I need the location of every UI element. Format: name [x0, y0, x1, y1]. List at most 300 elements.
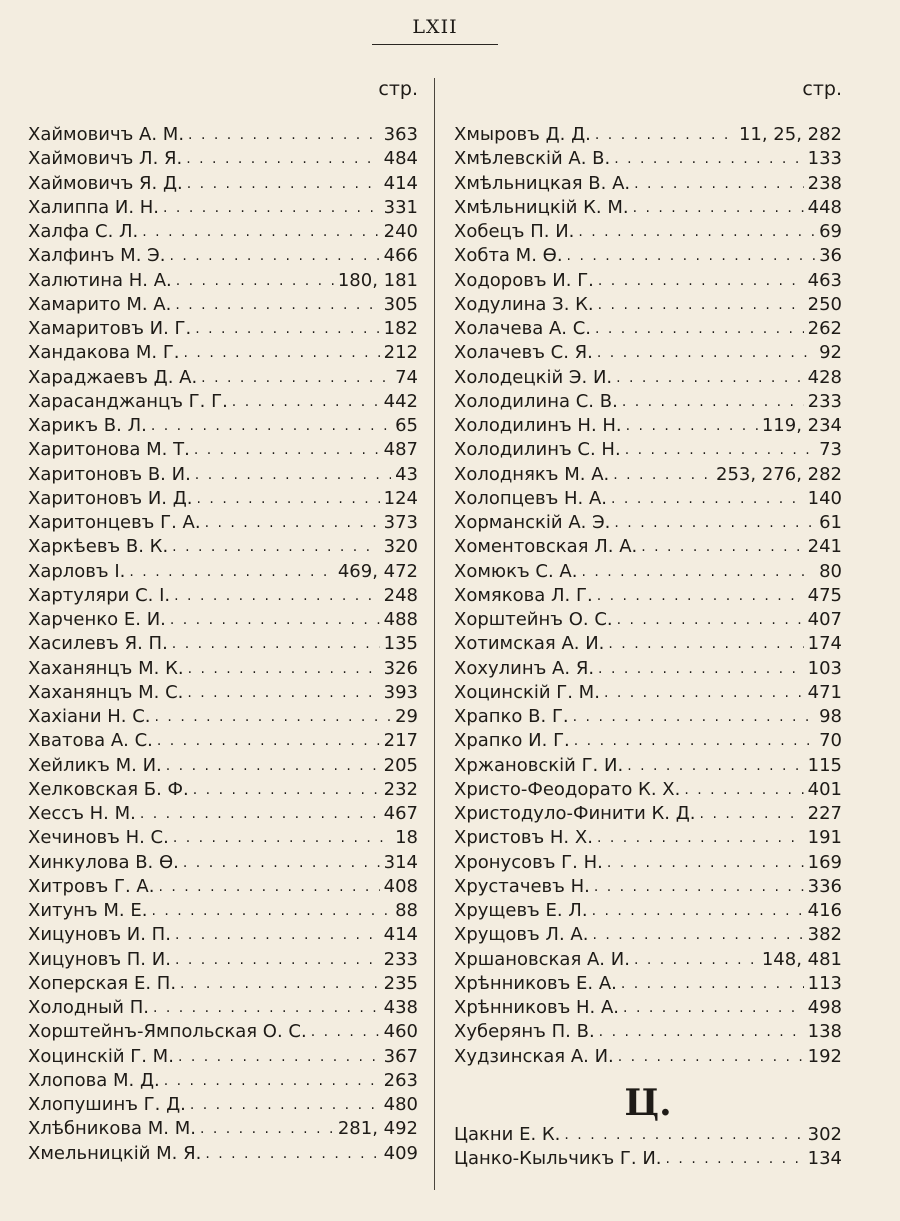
index-entry [28, 414, 418, 438]
entry-name: Хршановская А. И. [454, 948, 630, 970]
leader-dots [622, 390, 804, 414]
index-entry [28, 608, 418, 632]
entry-name: Харитонцевъ Г. А. [28, 512, 201, 533]
entry-name: Халфинъ М. Э. [28, 245, 166, 267]
leader-dots [616, 366, 804, 390]
leader-dots [573, 705, 815, 729]
entry-pages: 69 [819, 221, 842, 242]
entry-name: Харикъ В. Л. [28, 415, 147, 436]
entry-name: Халиппа И. Н. [28, 196, 160, 218]
leader-dots [174, 584, 379, 608]
index-entry [28, 754, 418, 778]
entry-pages: 487 [383, 439, 418, 461]
entry-name: Хаханянцъ М. К. [28, 657, 184, 679]
column-divider [434, 78, 435, 1190]
entry-pages: 73 [819, 439, 842, 461]
leader-dots [172, 632, 380, 656]
index-entry [454, 778, 842, 802]
entry-pages: 498 [807, 997, 842, 1018]
leader-dots [158, 875, 379, 899]
entry-pages: 480 [383, 1094, 418, 1115]
leader-dots [626, 414, 758, 438]
index-entry [454, 851, 842, 875]
entry-name: Хмыровъ Д. Д. [454, 124, 591, 145]
entry-pages: 61 [819, 512, 842, 533]
entry-pages: 363 [383, 124, 418, 145]
leader-dots [564, 1123, 803, 1147]
entry-name: Хмѣльницкая В. А. [454, 172, 631, 194]
entry-name: Холачевъ С. Я. [454, 342, 593, 364]
leader-dots [614, 511, 815, 535]
index-entry [454, 1045, 842, 1069]
index-entry [28, 1142, 418, 1166]
index-entry [28, 584, 418, 608]
leader-dots [594, 875, 804, 899]
entry-name: Харасанджанцъ Г. Г. [28, 390, 228, 412]
entry-name: Холопцевъ Н. А. [454, 487, 608, 509]
leader-dots [140, 802, 380, 826]
entry-pages: 134 [807, 1148, 842, 1170]
leader-dots [175, 923, 380, 947]
leader-dots [578, 220, 815, 244]
entry-pages: 113 [807, 972, 842, 994]
index-entry [28, 366, 418, 390]
entry-name: Хаймовичъ Л. Я. [28, 148, 183, 170]
leader-dots [567, 244, 816, 268]
leader-dots [176, 269, 334, 293]
entry-pages: 205 [383, 754, 418, 776]
entry-name: Хитунъ М. Е. [28, 900, 148, 921]
leader-dots [183, 851, 380, 875]
entry-pages: 119, 234 [761, 415, 842, 436]
index-entry [28, 172, 418, 196]
entry-pages: 240 [383, 221, 418, 242]
entry-name: Хечиновъ Н. С. [28, 827, 169, 849]
index-entry [454, 608, 842, 632]
index-entry [454, 147, 842, 171]
index-entry [28, 1069, 418, 1093]
entry-pages: 248 [383, 584, 418, 606]
entry-pages: 212 [383, 342, 418, 364]
entry-name: Ходулина З. К. [454, 293, 594, 315]
entry-pages: 448 [807, 196, 842, 218]
entry-name: Хицуновъ П. И. [28, 948, 171, 970]
index-entry [28, 948, 418, 972]
entry-pages: 326 [383, 657, 418, 679]
index-entry [28, 244, 418, 268]
entry-name: Холодилина С. В. [454, 390, 618, 412]
leader-dots [633, 196, 804, 220]
entry-pages: 65 [395, 415, 418, 436]
leader-dots [153, 996, 380, 1020]
entry-pages: 414 [383, 924, 418, 946]
index-entry [28, 899, 418, 923]
entry-pages: 88 [395, 900, 418, 921]
entry-name: Харитоновъ В. И. [28, 463, 191, 485]
entry-name: Христодуло-Финити К. Д. [454, 803, 696, 824]
index-entry [454, 560, 842, 584]
index-entry [28, 851, 418, 875]
leader-dots [197, 487, 380, 511]
entry-name: Харитоновъ И. Д. [28, 487, 193, 509]
entry-pages: 70 [819, 730, 842, 752]
entry-name: Хобта М. Ѳ. [454, 245, 563, 267]
index-entry [454, 220, 842, 244]
index-entry [28, 438, 418, 462]
entry-name: Хоперская Е. П. [28, 972, 177, 994]
index-entry [454, 657, 842, 681]
leader-dots [597, 584, 804, 608]
leader-dots [599, 1020, 804, 1044]
entry-name: Хрущовъ Л. А. [454, 924, 589, 946]
index-entry [454, 269, 842, 293]
entry-pages: 232 [383, 778, 418, 800]
entry-name: Ходоровъ И. Г. [454, 269, 594, 291]
entry-name: Хронусовъ Г. Н. [454, 851, 603, 873]
leader-dots [581, 560, 815, 584]
entry-pages: 438 [383, 997, 418, 1018]
index-entry [28, 487, 418, 511]
entry-name: Хейликъ М. И. [28, 754, 162, 776]
entry-pages: 235 [383, 972, 418, 994]
entry-pages: 233 [383, 948, 418, 970]
entry-pages: 36 [819, 245, 842, 267]
entry-name: Холодилинъ Н. Н. [454, 415, 622, 436]
entry-name: Хаймовичъ Я. Д. [28, 172, 183, 194]
entry-name: Хохулинъ А. Я. [454, 657, 595, 679]
entry-name: Холачева А. С. [454, 318, 591, 339]
leader-dots [186, 147, 379, 171]
section-letter: Ц. [624, 1082, 672, 1124]
entry-pages: 263 [383, 1069, 418, 1091]
entry-pages: 382 [807, 924, 842, 946]
entry-name: Хараджаевъ Д. А. [28, 366, 198, 388]
entry-name: Хартуляри С. I. [28, 584, 171, 606]
entry-name: Халютина Н. А. [28, 269, 172, 291]
entry-pages: 238 [807, 172, 842, 194]
entry-name: Холоднякъ М. А. [454, 463, 610, 485]
index-entry [28, 511, 418, 535]
index-entry [28, 535, 418, 559]
entry-name: Хрѣнниковъ Н. А. [454, 997, 620, 1018]
index-entry [454, 317, 842, 341]
entry-name: Хорштейнъ-Ямпольская О. С. [28, 1021, 307, 1043]
entry-name: Цанко-Кыльчикъ Г. И. [454, 1148, 662, 1170]
leader-dots [617, 608, 804, 632]
entry-name: Харкѣевъ В. К. [28, 536, 169, 558]
entry-pages: 140 [807, 487, 842, 509]
entry-pages: 466 [383, 245, 418, 267]
index-entry [454, 463, 842, 487]
entry-name: Хмельницкій М. Я. [28, 1142, 202, 1164]
index-entry [28, 778, 418, 802]
index-entry [454, 826, 842, 850]
index-entry [28, 875, 418, 899]
entry-pages: 281, 492 [337, 1118, 418, 1140]
leader-dots [604, 681, 804, 705]
entry-pages: 43 [395, 463, 418, 485]
entry-name: Хорманскій А. Э. [454, 512, 611, 533]
entry-pages: 133 [807, 148, 842, 170]
entry-name: Хахіани Н. С. [28, 706, 151, 727]
index-entry [28, 123, 418, 147]
leader-dots [180, 972, 380, 996]
leader-dots [187, 172, 380, 196]
entry-pages: 331 [383, 196, 418, 218]
leader-dots [129, 560, 333, 584]
leader-dots [155, 705, 392, 729]
index-entry [454, 196, 842, 220]
leader-dots [195, 317, 379, 341]
entry-name: Харитонова М. Т. [28, 439, 190, 461]
index-entry [454, 754, 842, 778]
entry-name: Хоцинскій Г. М. [454, 681, 600, 703]
entry-name: Хлопова М. Д. [28, 1069, 160, 1091]
section-entries [454, 1123, 842, 1172]
leader-dots [190, 1093, 380, 1117]
leader-dots [598, 269, 804, 293]
index-entry [454, 681, 842, 705]
entry-name: Хмѣлевскій А. В. [454, 148, 611, 170]
leader-dots [170, 608, 380, 632]
leader-dots [142, 220, 379, 244]
entry-pages: 488 [383, 609, 418, 630]
entry-pages: 407 [807, 609, 842, 630]
leader-dots [684, 778, 803, 802]
entry-pages: 460 [383, 1021, 418, 1043]
entry-name: Хуберянъ П. В. [454, 1021, 595, 1043]
entry-name: Христо-Феодорато К. Х. [454, 778, 681, 800]
entry-name: Хоцинскій Г. М. [28, 1045, 174, 1067]
leader-dots [151, 414, 391, 438]
leader-dots [621, 972, 804, 996]
index-entry [454, 899, 842, 923]
index-entry [28, 705, 418, 729]
entry-name: Хамарито М. А. [28, 293, 172, 315]
entry-name: Халфа С. Л. [28, 221, 139, 242]
index-entry [454, 1147, 842, 1171]
index-entry [28, 729, 418, 753]
leader-dots [175, 293, 379, 317]
index-entry [454, 875, 842, 899]
entry-name: Хрущевъ Е. Л. [454, 900, 588, 921]
leader-dots [597, 341, 815, 365]
leader-dots [184, 341, 380, 365]
index-entry [28, 802, 418, 826]
entry-name: Хаймовичъ А. М. [28, 124, 185, 145]
entry-pages: 98 [819, 706, 842, 727]
index-entry [454, 705, 842, 729]
leader-dots [595, 123, 735, 147]
index-entry [454, 948, 842, 972]
entry-pages: 217 [383, 730, 418, 752]
entry-pages: 18 [395, 827, 418, 849]
index-entry [28, 147, 418, 171]
entry-pages: 241 [807, 536, 842, 558]
entry-pages: 103 [807, 657, 842, 679]
index-entry [454, 123, 842, 147]
entry-pages: 467 [383, 803, 418, 824]
entry-pages: 233 [807, 390, 842, 412]
entry-name: Храпко В. Г. [454, 706, 569, 727]
index-entry [454, 511, 842, 535]
index-entry [454, 923, 842, 947]
index-entry [28, 826, 418, 850]
entry-name: Холодный П. [28, 997, 149, 1018]
leader-dots [205, 1142, 379, 1166]
index-entry [28, 196, 418, 220]
leader-dots [163, 196, 380, 220]
leader-dots [232, 390, 380, 414]
entry-name: Хржановскій Г. И. [454, 754, 624, 776]
index-entry [454, 487, 842, 511]
entry-pages: 416 [807, 900, 842, 921]
entry-pages: 174 [807, 633, 842, 655]
entry-pages: 442 [383, 390, 418, 412]
entry-pages: 314 [383, 851, 418, 873]
entry-pages: 409 [383, 1142, 418, 1164]
index-entry [454, 293, 842, 317]
index-entry [454, 172, 842, 196]
index-entry [28, 632, 418, 656]
entry-name: Хобецъ П. И. [454, 221, 575, 242]
entry-pages: 367 [383, 1045, 418, 1067]
entry-name: Хицуновъ И. П. [28, 924, 171, 946]
entry-name: Хрустачевъ Н. [454, 875, 590, 897]
entry-name: Худзинская А. И. [454, 1045, 614, 1067]
leader-dots [634, 172, 804, 196]
leader-dots [175, 948, 380, 972]
entry-name: Хасилевъ Я. П. [28, 633, 168, 655]
leader-dots [194, 438, 380, 462]
entry-pages: 484 [383, 148, 418, 170]
index-entry [28, 220, 418, 244]
leader-dots [188, 123, 380, 147]
index-entry [28, 317, 418, 341]
leader-dots [193, 778, 380, 802]
entry-name: Хомякова Л. Г. [454, 584, 593, 606]
index-entry [454, 972, 842, 996]
entry-name: Хоментовская Л. А. [454, 536, 638, 558]
entry-pages: 115 [807, 754, 842, 776]
leader-dots [598, 293, 804, 317]
leader-dots [574, 729, 815, 753]
entry-pages: 469, 472 [337, 560, 418, 582]
index-entry [454, 341, 842, 365]
entry-pages: 428 [807, 366, 842, 388]
entry-name: Хандакова М. Г. [28, 342, 180, 364]
entry-pages: 463 [807, 269, 842, 291]
entry-name: Холодилинъ С. Н. [454, 439, 621, 461]
leader-dots [598, 657, 804, 681]
entry-pages: 192 [807, 1045, 842, 1067]
entry-pages: 138 [807, 1021, 842, 1043]
entry-name: Хессъ Н. М. [28, 803, 136, 824]
leader-dots [188, 657, 380, 681]
index-entry [28, 293, 418, 317]
entry-name: Хомюкъ С. А. [454, 560, 578, 582]
entry-name: Хотимская А. И. [454, 633, 605, 655]
leader-dots [623, 996, 804, 1020]
entry-pages: 336 [807, 875, 842, 897]
header-rule [372, 44, 498, 45]
leader-dots [595, 317, 804, 341]
entry-name: Хватова А. С. [28, 730, 153, 752]
index-entry [454, 438, 842, 462]
entry-name: Хмѣльницкій К. М. [454, 196, 629, 218]
leader-dots [700, 802, 804, 826]
entry-name: Холодецкій Э. И. [454, 366, 613, 388]
leader-dots [164, 1069, 380, 1093]
entry-pages: 250 [807, 293, 842, 315]
leader-dots [201, 366, 391, 390]
index-entry [454, 414, 842, 438]
index-entry [28, 463, 418, 487]
index-entry [28, 1093, 418, 1117]
entry-pages: 135 [383, 633, 418, 655]
leader-dots [592, 899, 804, 923]
entry-pages: 393 [383, 681, 418, 703]
index-entry [454, 535, 842, 559]
leader-dots [178, 1045, 380, 1069]
leader-dots [607, 851, 804, 875]
entry-pages: 169 [807, 851, 842, 873]
index-entry [28, 923, 418, 947]
index-entry [454, 729, 842, 753]
entry-name: Харловъ I. [28, 560, 126, 582]
index-entry [28, 1045, 418, 1069]
entry-name: Цакни Е. К. [454, 1124, 561, 1145]
index-entry [454, 802, 842, 826]
entry-name: Хрѣнниковъ Е. А. [454, 972, 617, 994]
leader-dots [166, 754, 380, 778]
entry-pages: 74 [395, 366, 418, 388]
entry-pages: 227 [807, 803, 842, 824]
leader-dots [173, 826, 391, 850]
entry-pages: 305 [383, 293, 418, 315]
leader-dots [608, 632, 803, 656]
index-entry [28, 996, 418, 1020]
leader-dots [641, 535, 803, 559]
entry-name: Хамаритовъ И. Г. [28, 318, 192, 339]
entry-pages: 124 [383, 487, 418, 509]
leader-dots [195, 463, 391, 487]
index-entry [454, 632, 842, 656]
entry-pages: 29 [395, 706, 418, 727]
entry-pages: 471 [807, 681, 842, 703]
entry-pages: 302 [807, 1124, 842, 1145]
leader-dots [614, 147, 803, 171]
entry-pages: 253, 276, 282 [716, 463, 842, 485]
entry-pages: 414 [383, 172, 418, 194]
leader-dots [187, 681, 379, 705]
leader-dots [625, 438, 815, 462]
entry-pages: 373 [383, 512, 418, 533]
right-entries [454, 123, 842, 1069]
entry-pages: 11, 25, 282 [738, 124, 842, 145]
entry-pages: 320 [383, 536, 418, 558]
entry-pages: 408 [383, 875, 418, 897]
entry-name: Хелковская Б. Ф. [28, 778, 189, 800]
entry-pages: 92 [819, 342, 842, 364]
leader-dots [200, 1117, 334, 1141]
index-entry [454, 366, 842, 390]
index-entry [454, 244, 842, 268]
index-entry [28, 341, 418, 365]
leader-dots [151, 899, 391, 923]
leader-dots [592, 923, 803, 947]
leader-dots [627, 754, 803, 778]
